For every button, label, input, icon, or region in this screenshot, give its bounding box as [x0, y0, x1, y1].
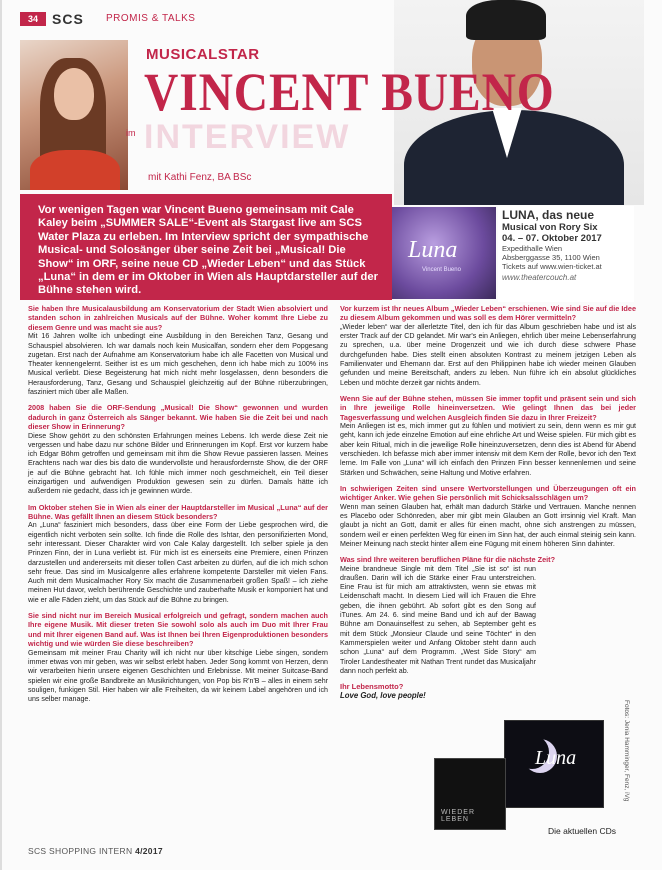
author-byline: mit Kathi Fenz, BA BSc [148, 172, 252, 183]
im-label: im [126, 128, 136, 138]
headline: VINCENT BUENO [144, 62, 555, 122]
luna-subtitle: Musical von Rory Six [502, 222, 598, 233]
page-number: 34 [20, 12, 46, 26]
question: Wenn Sie auf der Bühne stehen, müssen Sie immer topfit und präsent sein und sich in Ihre jeweilige Rolle hineinversetzen. Wie gelingt Ihnen das bei jeder Tagesverfassung und welchen Ausgleich finden Sie dazu in Ihrer Freizeit? [340, 393, 636, 422]
interview-watermark: INTERVIEW [144, 118, 351, 156]
luna-website: www.theatercouch.at [502, 273, 577, 282]
question: Sie haben Ihre Musicalausbildung am Konservatorium der Stadt Wien absolviert und standen schon in zahlreichen Musicals auf der Bühne. Woher kommt Ihre Liebe zu diesem Genre und was macht sie aus? [28, 304, 328, 332]
footer-issue: 4/2017 [135, 846, 163, 856]
answer: Wenn man seinen Glauben hat, erhält man dadurch Stärke und Vertrauen. Manche nennen es Placebo oder Schönreden, aber mir gibt mein Glauben an Gott irrsinnig viel Kraft. Man glaubt ja nicht an Gott, damit er alles für einen macht, ohne sich anstrengen zu müssen, sondern weil er einen perfekten Weg für einen im Sinn hat, der auch einmal steinig sein kann. Meiner Meinung nach steckt hinter allem eine Fügung mit einem höheren Sinn dahinter. [340, 502, 636, 548]
footer [28, 846, 163, 856]
cds-caption: Die aktuellen CDs [548, 826, 617, 836]
answer: Mein Anliegen ist es, mich immer gut zu fühlen und motiviert zu sein, denn wenn es mir gut geht, kann ich jede einzelne Emotion auf eine ehrliche Art und Weise spielen. Für mich gibt es aber kein Ritual, mich in die jeweilige Rolle hineinzuversetzen, denn dies ist Abend für Abend verschieden. Ich befasse mich aber immer intensiv mit dem Kern der Rolle, bevor ich den Text lerne. Im Falle von „Luna“ will ich einfach den Prinzen Finn besser kennenlernen und seine Stärken und Schwächen, seine Haltung und Motive erfahren. [340, 422, 636, 477]
photo-credit: Fotos: Jenia Hamminger, Fenz, iVg [623, 700, 630, 802]
luna-tickets: Tickets auf www.wien-ticket.at [502, 262, 602, 271]
luna-cd: Luna [504, 720, 604, 808]
answer: Mit 16 Jahren wollte ich unbedingt eine Ausbildung in den Bereichen Tanz, Gesang und Schauspiel absolvieren. Ich war damals noch kein Musicalfan, sondern eher dem Popgesang zugetan. Erst nach der Aufnahme am Konservatorium habe ich alle Facetten von Musical und Theater kennengelernt. Seither ist es um mich geschehen, denn ich habe mich zu 100% ins Musical verliebt. Diese Begeisterung hat mich nicht mehr losgelassen, denn besonders die Herausforderung, Tanz, Gesang und Schauspiel gleichzeitig auf der Bühne rüberzubringen, fasziniert mich über alle Maßen. [28, 332, 328, 396]
luna-info-box [498, 206, 634, 302]
luna-dates: 04. – 07. Oktober 2017 [502, 233, 602, 244]
kicker: MUSICALSTAR [146, 46, 260, 63]
section-title: PROMIS & TALKS [106, 13, 196, 24]
answer: Diese Show gehört zu den schönsten Erfahrungen meines Lebens. Ich werde diese Zeit nie vergessen und habe dazu nur schöne Bilder und Erinnerungen im Kopf. Erst vor kurzem habe ich Edgar Böhm getroffen und gemeinsam mit ihm die Show Revue passieren lassen. Meines Erachtens nach war dies bis dato die wundervollste und herausfordernste Show, die der ORF je auf die Bühne gebracht hat. Ich fühle mich immer noch geschmeichelt, ein Teil dieser einzigartigen und aufwendigen Produktion gewesen sein zu dürfen. Damals hätte ich außerdem nie gedacht, dass ich je gewinnen würde. [28, 431, 328, 496]
answer: An „Luna“ fasziniert mich besonders, dass über eine Form der Liebe gesprochen wird, die eigentlich nicht verboten sein sollte. Ich finde die Rolle des Ishtar, den personifizierten Mond, sehr interessant. Dieser Charakter wird von Cale Kalay dargestellt. Ich selber spiele ja den Prinzen Finn, der in Luna verliebt ist. Für mich ist es einerseits eine Premiere, einen Prinzen darzustellen und andererseits mit dieser tollen Cast arbeiten zu dürfen, auf die ich mich schon sehr freue. Das sind im Musicalgenre alles erfahrene kompetente Darsteller mit vielen Fans. Auch mit dem Musicalmacher Rory Six macht die Zusammenarbeit großen Spaß! – ich ziehe meinen Hut davor, welch berührende Geschichte und zauberhafte Musik er komponiert hat und wie er alle Fäden zieht, um das Stück auf die Bühne zu bringen. [28, 521, 328, 604]
wieder-leben-cd: WIEDER LEBEN [434, 758, 506, 830]
motto-question: Ihr Lebensmotto? [340, 682, 404, 692]
question: Sie sind nicht nur im Bereich Musical erfolgreich und gefragt, sondern machen auch Ihre eigene Musik. Mit dieser treten Sie sowohl solo als auch im Duo mit Ihrer Frau und mit Ihrer eigenen Band auf. Was ist Ihnen bei Ihren Eigenproduktionen besonders wichtig und wie würden Sie diese beschreiben? [28, 611, 328, 649]
luna-cd-cover: Luna Vincent Bueno [392, 207, 496, 299]
answer: Gemeinsam mit meiner Frau Charity will ich nicht nur über kitschige Liebe singen, sondern immer etwas von mir geben, was wir selbst erlebt haben. Jeder Song kommt von Herzen, denn wir verarbeiten hierin unsere eigenen Geschichten und Erlebnisse. Mit meiner Suitcase-Band spielen wir eine große Bandbreite an Musikrichtungen, von Pop bis R'n'B – alles in einem sehr souligen, funkigen Stil. Hier haben wir alle Freiheiten, da wir keinem Label angehören und ich uns selber manage. [28, 648, 328, 704]
question: 2008 haben Sie die ORF-Sendung „Musical! Die Show“ gewonnen und wurden dadurch in ganz Österreich als Sänger bekannt. Wie haben Sie die Zeit bei und nach dieser Show in Erinnerung? [28, 403, 328, 432]
question: In schwierigen Zeiten sind unsere Wertvorstellungen und Überzeugungen oft ein wichtiger Anker. Wie gehen Sie persönlich mit Schicksalsschlägen um? [340, 483, 636, 503]
motto-answer: Love God, love people! [340, 691, 426, 701]
left-column [28, 304, 328, 704]
intro-paragraph: Vor wenigen Tagen war Vincent Bueno gemeinsam mit Cale Kaley beim „SUMMER SALE“-Event als Stargast live am SCS Water Plaza zu erleben. Im Interview spricht der sympathische Musical- und Solosänger über seine Zeit bei „Musical! Die Show“ im ORF, seine neue CD „Wieder Leben“ und das Stück „Luna“ in dem er im Oktober in Wien als Hauptdarsteller auf der Bühne stehen wird. [20, 194, 392, 300]
luna-title: LUNA, das neue [502, 208, 595, 222]
question: Was sind Ihre weiteren beruflichen Pläne für die nächste Zeit? [340, 555, 556, 565]
footer-magazine: SCS SHOPPING INTERN [28, 846, 133, 856]
answer: Meine brandneue Single mit dem Titel „Sie ist so“ ist nun draußen. Darin will ich die Stärke einer Frau unterstreichen. Eine Frau ist für mich am attraktivsten, wenn sie etwas mit Leidenschaft macht. In diesem Lied will ich Frauen die Ehre geben, die ihnen gebührt. Ab sofort gibt es den Song auf iTunes. Am 24. 6. sind meine Band und ich auf der Bawag Bühne am Donauinselfest zu sehen, ab September geht es mit dem Stück „Monsieur Claude und seine Töchter“ in den Kammerspielen weiter und Anfang Oktober steht dann auch schon „Luna“ auf dem Programm. „West Side Story“ am Tiroler Landestheater mit Nathan Trent rundet das Musicaljahr dann noch perfekt ab. [340, 564, 536, 675]
luna-address: Absberggasse 35, 1100 Wien [502, 253, 600, 262]
luna-venue: Expedithalle Wien [502, 244, 563, 253]
kathi-fenz-photo [20, 40, 128, 190]
question: Im Oktober stehen Sie in Wien als einer der Hauptdarsteller im Musical „Luna“ auf der Bühne. Was gefällt Ihnen an diesem Stück besonders? [28, 502, 328, 521]
question: Vor kurzem ist Ihr neues Album „Wieder Leben“ erschienen. Wie sind Sie auf die Idee zu diesem Album gekommen und was soll es dem Hörer vermitteln? [340, 304, 636, 323]
scs-logo: SCS [52, 11, 84, 27]
right-column [340, 304, 636, 701]
answer: „Wieder leben“ war der allerletzte Titel, den ich für das Album geschrieben habe und ist als erster Track auf der CD gelandet. Mir war's ein Anliegen, ehrlich über meine Lebenserfahrung zu sprechen, u.a. über meine Drogenzeit und wie ich durch diese schwere Phase durchgefunden habe. Dies stellt einen absoluten Kontrast zu meinem jetzigen Leben als Familienvater und Ehemann dar. Erst auf den Philippinen habe ich wieder meinen Glauben gefunden und meine Bereitschaft, anders zu leben. Nun führe ich ein absolut glückliches Leben und möchte derzeit gar nichts ändern. [340, 322, 636, 387]
cd-covers [434, 720, 614, 830]
